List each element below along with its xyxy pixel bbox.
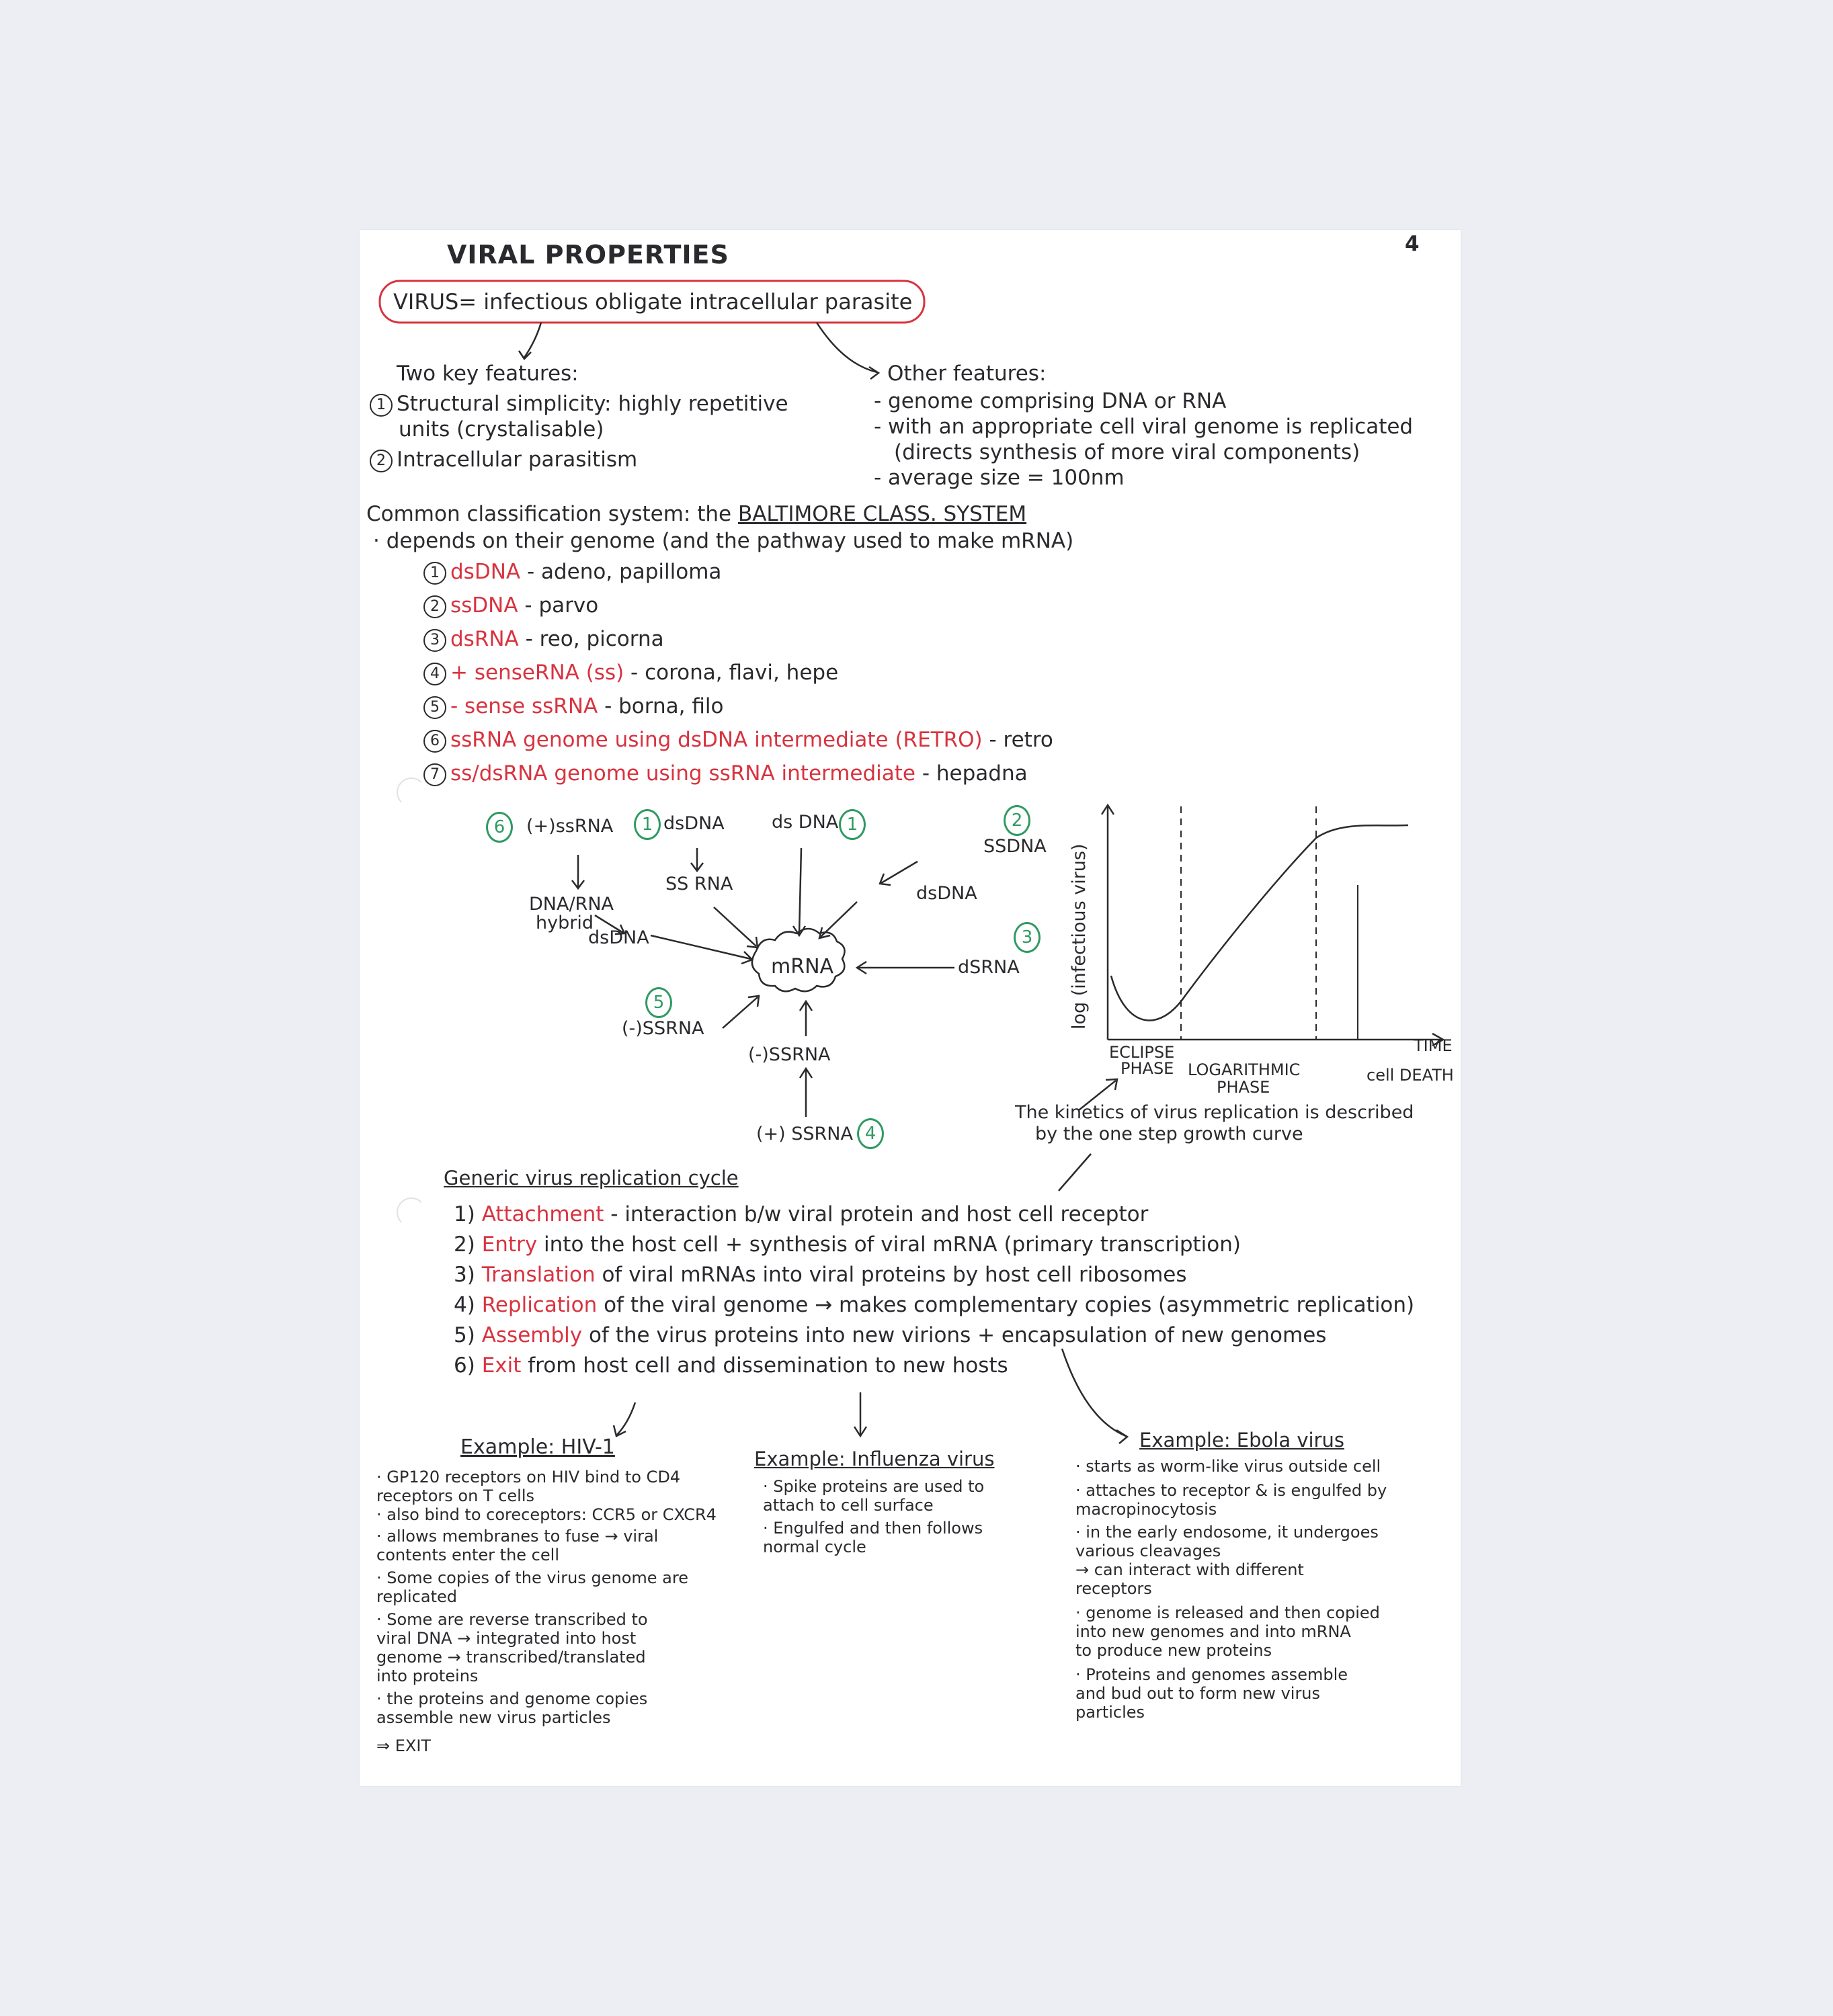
minus-ssrna-bottom: (-)SSRNA xyxy=(748,1044,831,1065)
dna-rna-hybrid: DNA/RNA xyxy=(529,894,614,915)
plus-ssrna-top: (+)ssRNA xyxy=(526,816,614,837)
other-features-heading: Other features: xyxy=(887,362,1047,386)
growth-curve-xlabel: TIME xyxy=(1414,1036,1453,1055)
class-5-marker: 5 xyxy=(645,987,672,1018)
minus-ssrna-left: (-)SSRNA xyxy=(622,1018,704,1039)
growth-curve-chart xyxy=(1102,805,1443,1046)
other-feature-2: - with an appropriate cell viral genome is replicated xyxy=(874,415,1414,439)
class-4-marker: 4 xyxy=(857,1118,884,1149)
key-feature-2-number: 2 xyxy=(370,450,393,472)
page-number: 4 xyxy=(1405,232,1420,256)
virus-definition: VIRUS= infectious obligate intracellular parasite xyxy=(393,289,913,314)
eclipse-phase-label: ECLIPSE xyxy=(1109,1043,1175,1062)
class-6-marker: 6 xyxy=(486,812,513,843)
note-page: 4 VIRAL PROPERTIES VIRUS= infectious obligate intracellular parasite Two key features: 1 Structural simplicity: highly repetitive units (crystalisable) 2 Intracellular parasitism Other features: - genome comprising DNA or RNA - with an appropriate cell viral genome is replicated (directs synthesis of more viral components) - average size = 100nm Common classification system: the BALTIMORE CLASS. SYSTEM · depends on their genome (and the pathway used to make mRNA) 1 dsDNA - adeno, papilloma 2 ssDNA - parvo 3 dsRNA - reo, picorna 4 + senseRNA (ss) - corona, flavi, hepe 5 - sense ssRNA - borna, filo 6 ssRNA genome using dsDNA intermediate (RETRO) - retro 7 ss/dsRNA genome using ssRNA intermediate - hepadna 6 (+)ssRNA 1 dsDNA ds DNA 1 2 SSDNA SS RNA DNA/RNA hybrid dsDNA dsDNA 3 dSRNA mRNA 5 (-)SSRNA (-)SSRNA (+) SSRNA 4 log (infectious virus) TIME ECLIPSE PHASE LOGARITHMIC PHASE cell DEATH The kinetics of virus replication is described by the one step growth curve Generic virus replication cycle 1) Attachment - interaction b/w viral protein and host cell receptor 2) Entry into the host cell + synthesis of viral mRNA (primary transcription) 3) Translation of viral mRNAs into viral proteins by host cell ribosomes 4) Replication of the viral genome → makes complementary copies (asymmetric replication) 5) Assembly of the virus proteins into new virions + encapsulation of new genomes 6) Exit from host cell and dissemination to new hosts Example: HIV-1 · GP120 receptors on HIV bind to CD4 receptors on T cells · also bind to coreceptors: CCR5 or CXCR4 · allows membranes to fuse → viral contents enter the cell · Some copies of the virus genome are replicated · Some are reverse transcribed to viral DNA → integrated into host genome → transcribed/translated into proteins · the proteins and genome copies assemble new virus particles ⇒ EXIT Example: Influenza virus · Spike proteins are used to attach to cell surface · Engulfed and then follows normal cycle Example: Ebola virus · starts as worm-like virus outside cell · attaches to receptor & is engulfed by macropinocytosis · in the early endosome, it undergoes various cleavages → can interact with different receptors · genome is released and then copied into new genomes and into mRNA to produce new proteins · Proteins and genomes assemble and bud out to form new virus particles xyxy=(360,230,1461,1786)
class-item: 6 ssRNA genome using dsDNA intermediate (RETRO) - retro xyxy=(423,727,1053,753)
cycle-step: 1) Attachment - interaction b/w viral protein and host cell receptor xyxy=(454,1202,1149,1226)
log-phase-label: LOGARITHMIC xyxy=(1188,1060,1301,1079)
example-hiv-title: Example: HIV-1 xyxy=(460,1435,615,1459)
cycle-step: 2) Entry into the host cell + synthesis of viral mRNA (primary transcription) xyxy=(454,1232,1241,1257)
other-feature-1: - genome comprising DNA or RNA xyxy=(874,389,1227,413)
dsdna-left: dsDNA xyxy=(588,927,649,948)
mrna-label: mRNA xyxy=(771,955,834,978)
eclipse-phase-label-2: PHASE xyxy=(1121,1059,1174,1078)
other-feature-2-cont: (directs synthesis of more viral components) xyxy=(894,440,1360,464)
growth-curve-ylabel: log (infectious virus) xyxy=(1069,843,1090,1030)
cycle-step: 6) Exit from host cell and dissemination to new hosts xyxy=(454,1353,1008,1378)
example-ebola-title: Example: Ebola virus xyxy=(1139,1429,1344,1452)
class-item: 4 + senseRNA (ss) - corona, flavi, hepe xyxy=(423,660,838,685)
cycle-step: 3) Translation of viral mRNAs into viral proteins by host cell ribosomes xyxy=(454,1263,1187,1287)
log-phase-label-2: PHASE xyxy=(1217,1078,1270,1097)
class-item: 5 - sense ssRNA - borna, filo xyxy=(423,694,723,719)
other-feature-3: - average size = 100nm xyxy=(874,466,1125,490)
cycle-step: 5) Assembly of the virus proteins into new virions + encapsulation of new genomes xyxy=(454,1323,1327,1347)
ssdna: SSDNA xyxy=(983,836,1047,857)
class-2-marker: 2 xyxy=(1004,805,1030,836)
ss-rna: SS RNA xyxy=(665,874,733,894)
page-title: VIRAL PROPERTIES xyxy=(447,240,729,269)
class-item: 2 ssDNA - parvo xyxy=(423,593,598,618)
key-features-heading: Two key features: xyxy=(397,362,579,386)
key-feature-2: 2 Intracellular parasitism xyxy=(370,447,637,472)
cycle-step: 4) Replication of the viral genome → makes complementary copies (asymmetric replication) xyxy=(454,1293,1415,1317)
dsdna-1: dsDNA xyxy=(663,813,725,834)
punch-hole xyxy=(397,1198,426,1227)
class-1-marker-b: 1 xyxy=(839,809,866,840)
baltimore-system-name: BALTIMORE CLASS. SYSTEM xyxy=(737,502,1027,526)
key-feature-1: 1 Structural simplicity: highly repetitive xyxy=(370,391,788,417)
classification-depends: · depends on their genome (and the pathway used to make mRNA) xyxy=(373,529,1074,553)
class-3-marker: 3 xyxy=(1014,922,1041,953)
class-item: 1 dsDNA - adeno, papilloma xyxy=(423,559,721,585)
punch-hole xyxy=(397,778,426,807)
dna-rna-hybrid-2: hybrid xyxy=(536,913,594,933)
dsdna-top: ds DNA xyxy=(772,812,839,833)
key-feature-1-cont: units (crystalisable) xyxy=(399,417,604,442)
growth-curve-caption: The kinetics of virus replication is described xyxy=(1015,1102,1414,1123)
example-influenza-title: Example: Influenza virus xyxy=(754,1447,995,1470)
class-item: 3 dsRNA - reo, picorna xyxy=(423,626,664,652)
replication-cycle-heading: Generic virus replication cycle xyxy=(444,1167,739,1189)
key-feature-1-number: 1 xyxy=(370,394,393,417)
growth-curve-caption-2: by the one step growth curve xyxy=(1035,1124,1303,1144)
plus-ssrna-bottom: (+) SSRNA xyxy=(756,1124,853,1144)
dsrna: dSRNA xyxy=(958,957,1020,978)
class-item: 7 ss/dsRNA genome using ssRNA intermediate - hepadna xyxy=(423,761,1028,786)
cell-death-label: cell DEATH xyxy=(1367,1066,1454,1085)
dsdna-right: dsDNA xyxy=(916,883,977,904)
class-1-marker-a: 1 xyxy=(634,809,661,840)
classification-intro: Common classification system: the BALTIMORE CLASS. SYSTEM xyxy=(366,502,1027,526)
